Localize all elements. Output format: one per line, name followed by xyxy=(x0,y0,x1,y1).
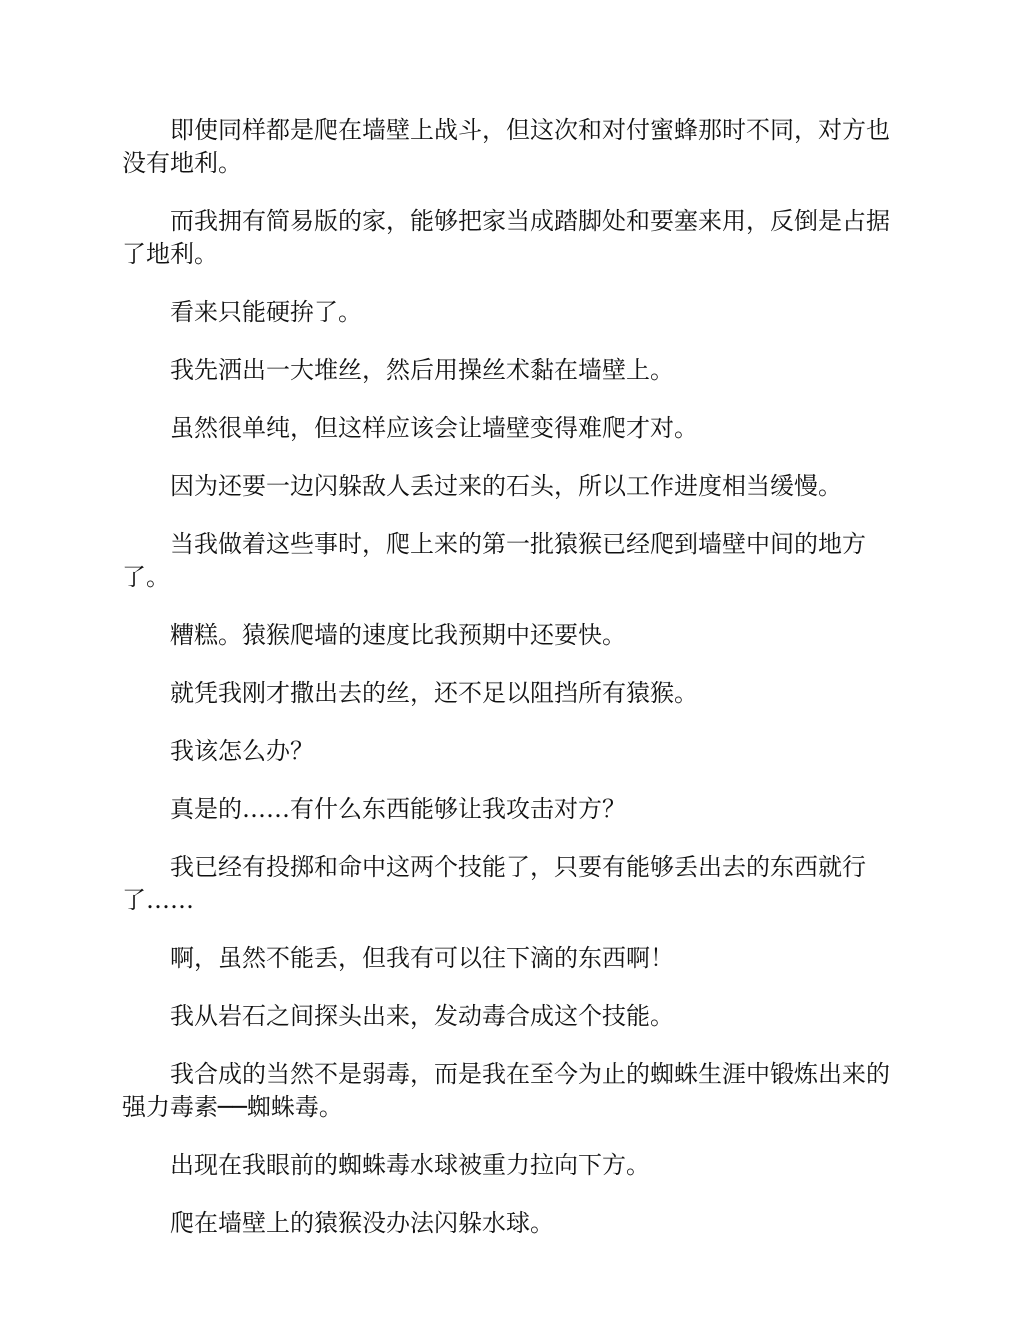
paragraph: 就凭我刚才撒出去的丝，还不足以阻挡所有猿猴。 xyxy=(170,679,698,707)
paragraph: 而我拥有简易版的家，能够把家当成踏脚处和要塞来用，反倒是占据了地利。 xyxy=(122,207,890,268)
paragraph: 因为还要一边闪躲敌人丢过来的石头，所以工作进度相当缓慢。 xyxy=(170,472,842,500)
document-body xyxy=(122,114,898,1265)
paragraph: 糟糕。猿猴爬墙的速度比我预期中还要快。 xyxy=(170,621,626,649)
paragraph: 出现在我眼前的蜘蛛毒水球被重力拉向下方。 xyxy=(170,1151,650,1179)
paragraph: 我已经有投掷和命中这两个技能了，只要有能够丢出去的东西就行了…… xyxy=(122,853,866,914)
paragraph: 当我做着这些事时，爬上来的第一批猿猴已经爬到墙壁中间的地方了。 xyxy=(122,530,866,591)
paragraph: 即使同样都是爬在墙壁上战斗，但这次和对付蜜蜂那时不同，对方也没有地利。 xyxy=(122,116,890,177)
paragraph: 我先洒出一大堆丝，然后用操丝术黏在墙壁上。 xyxy=(170,356,674,384)
paragraph: 我该怎么办？ xyxy=(170,737,314,765)
paragraph: 我从岩石之间探头出来，发动毒合成这个技能。 xyxy=(170,1002,674,1030)
paragraph: 爬在墙壁上的猿猴没办法闪躲水球。 xyxy=(170,1209,554,1237)
paragraph: 我合成的当然不是弱毒，而是我在至今为止的蜘蛛生涯中锻炼出来的强力毒素──蜘蛛毒。 xyxy=(122,1060,890,1121)
paragraph: 看来只能硬拚了。 xyxy=(170,298,362,326)
paragraph: 啊，虽然不能丢，但我有可以往下滴的东西啊！ xyxy=(170,944,674,972)
paragraph: 真是的……有什么东西能够让我攻击对方？ xyxy=(170,795,626,823)
paragraph: 虽然很单纯，但这样应该会让墙壁变得难爬才对。 xyxy=(170,414,698,442)
